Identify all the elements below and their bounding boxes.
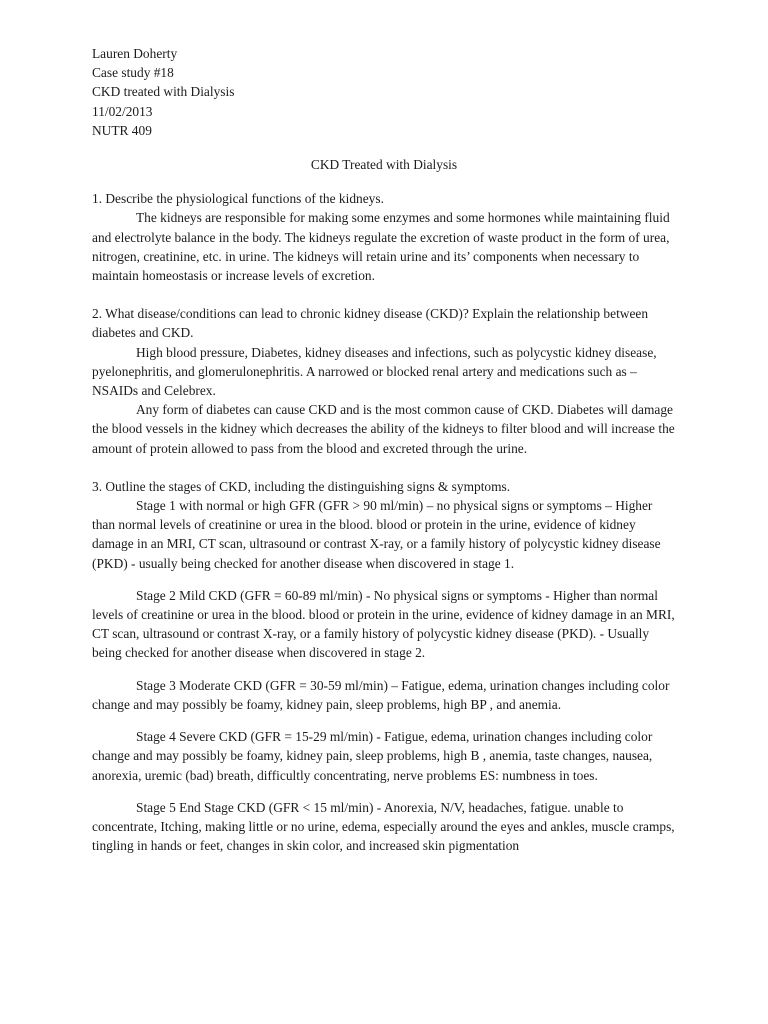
stage-3-paragraph: Stage 3 Moderate CKD (GFR = 30-59 ml/min) – Fatigue, edema, urination changes including color change and may possibly be foamy, kidney pain, sleep problems, high BP , and anemia. (92, 677, 670, 712)
question-1: 1. Describe the physiological functions of the kidneys. (92, 191, 384, 207)
case-study-topic: CKD treated with Dialysis (92, 84, 235, 100)
question-2: 2. What disease/conditions can lead to chronic kidney disease (CKD)? Explain the relationship between diabetes and CKD. (92, 306, 649, 341)
section-3 (92, 477, 676, 855)
spacer (92, 458, 676, 477)
document-body (92, 44, 676, 855)
course-code: NUTR 409 (92, 122, 152, 138)
answer-paragraph: High blood pressure, Diabetes, kidney diseases and infections, such as polycystic kidney disease, pyelonephritis, and glomerulonephritis. A narrowed or blocked renal artery and medications such as – NSAIDs and Celebrex. (92, 344, 657, 399)
document-header (92, 44, 676, 140)
stage-2-paragraph: Stage 2 Mild CKD (GFR = 60-89 ml/min) - No physical signs or symptoms - Higher than normal levels of creatinine or urea in the blood. blood or protein in the urine, evidence of kidney damage in an MRI, CT scan, ultrasound or contrast X-ray, or a family history of polycystic kidney disease (PKD). - Usually being checked for another disease when discovered in stage 2. (92, 587, 675, 661)
section-1 (92, 189, 676, 285)
spacer (92, 573, 676, 586)
spacer (92, 785, 676, 798)
case-study-number: Case study #18 (92, 65, 174, 81)
author-name: Lauren Doherty (92, 46, 178, 61)
section-2 (92, 304, 676, 458)
document-date: 11/02/2013 (92, 103, 153, 119)
document-title: CKD Treated with Dialysis (310, 157, 458, 173)
stage-5-paragraph: Stage 5 End Stage CKD (GFR < 15 ml/min) - Anorexia, N/V, headaches, fatigue. unable to concentrate, Itching, making little or no urine, edema, especially around the eyes and ankles, muscle cramps, tingling in hands or feet, changes in skin color, and increased skin pigmentation (92, 799, 675, 854)
stage-4-paragraph: Stage 4 Severe CKD (GFR = 15-29 ml/min) - Fatigue, edema, urination changes including color change and may possibly be foamy, kidney pain, sleep problems, high B , anemia, taste changes, nausea, anorexia, uremic (bad) breath, difficultly concentrating, nerve problems ES: numbness in toes. (92, 729, 653, 783)
spacer (92, 663, 676, 676)
answer-paragraph: Any form of diabetes can cause CKD and is the most common cause of CKD. Diabetes will damage the blood vessels in the kidney which decreases the ability of the kidneys to filter blood and will increase the amount of protein allowed to pass from the blood and excreted through the urine. (92, 402, 675, 456)
stage-1-paragraph: Stage 1 with normal or high GFR (GFR > 90 ml/min) – no physical signs or symptoms – Higher than normal levels of creatinine or urea in the blood. blood or protein in the urine, evidence of kidney damage in an MRI, CT scan, ultrasound or contrast X-ray, or a family history of polycystic kidney disease (PKD) - usually being checked for another disease when discovered in stage 1. (92, 498, 661, 571)
spacer (92, 285, 676, 304)
answer-paragraph: The kidneys are responsible for making some enzymes and some hormones while maintaining fluid and electrolyte balance in the body. The kidneys regulate the excretion of waste product in the form of urea, nitrogen, creatinine, etc. in urine. The kidneys will retain urine and its’ components when necessary to maintain homeostasis or increase levels of excretion. (92, 210, 670, 284)
spacer (92, 714, 676, 727)
question-3: 3. Outline the stages of CKD, including the distinguishing signs & symptoms. (92, 478, 511, 494)
